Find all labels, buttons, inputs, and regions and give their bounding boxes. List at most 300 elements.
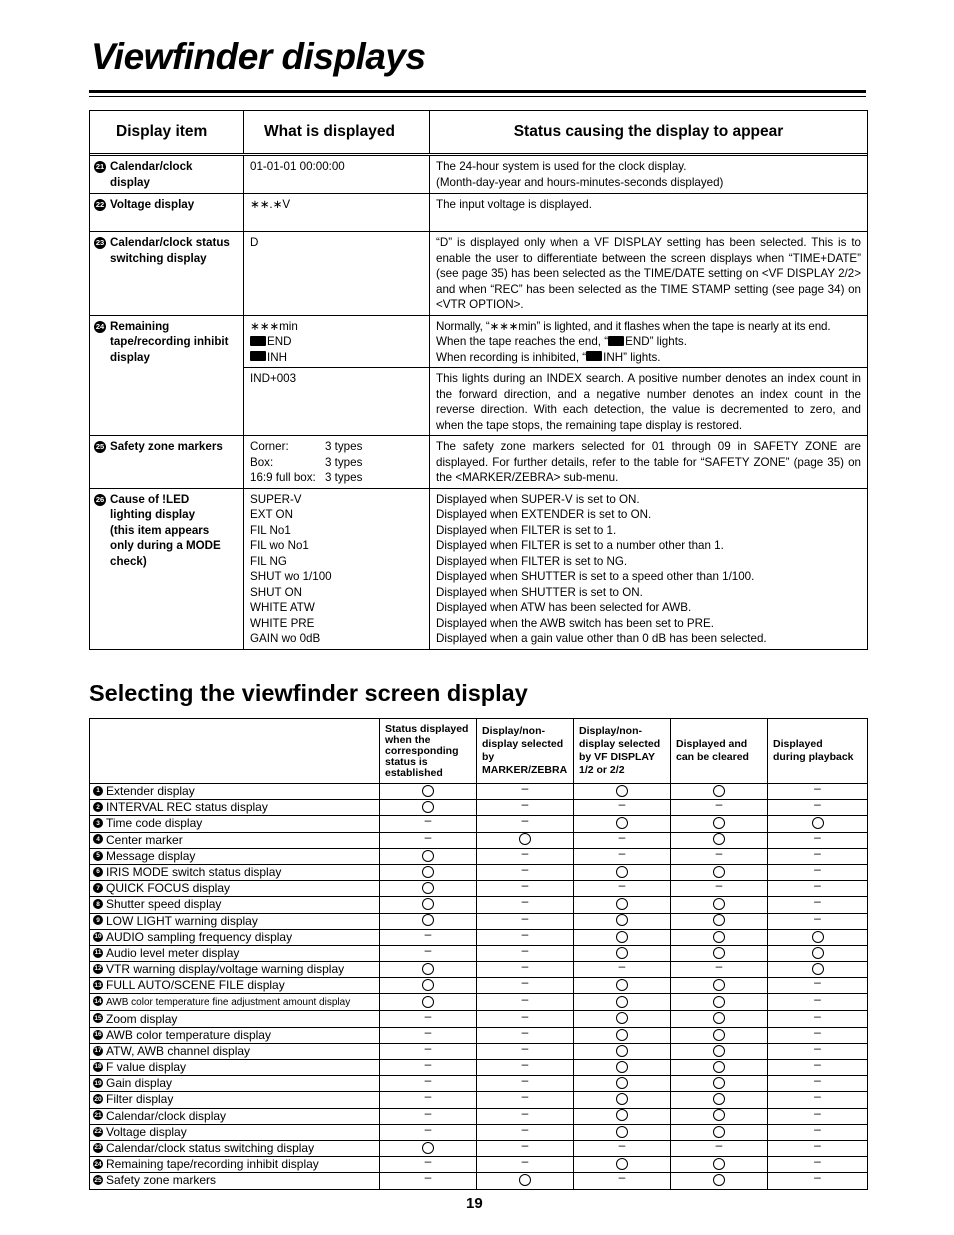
dash-mark-cell — [477, 813, 574, 832]
display-name-cell — [90, 832, 380, 848]
status-line: Normally, “∗∗∗min” is lighted, and it flashes when the tape is nearly at its end. — [436, 319, 831, 333]
circle-mark-icon — [616, 979, 628, 991]
dash-mark-icon: – — [521, 781, 529, 796]
circle-mark-icon — [616, 1012, 628, 1024]
dash-mark-icon: – — [715, 845, 723, 860]
circle-mark-icon — [616, 785, 628, 797]
display-name: FULL AUTO/SCENE FILE display — [106, 978, 285, 993]
display-item — [90, 315, 244, 436]
display-name-cell — [90, 1108, 380, 1124]
status-fragment: END” lights. — [625, 335, 687, 348]
circle-mark-cell — [671, 1011, 768, 1027]
display-name: IRIS MODE switch status display — [106, 865, 282, 880]
dash-mark-cell — [768, 797, 868, 816]
number-badge: 11 — [94, 949, 102, 957]
display-name-cell — [90, 1157, 380, 1173]
dash-mark-icon: – — [424, 1170, 432, 1185]
safety-zone-line — [250, 439, 423, 455]
circle-mark-icon — [422, 866, 434, 878]
table-row — [90, 1157, 868, 1173]
circle-mark-icon — [713, 979, 725, 991]
circle-mark-icon — [713, 1158, 725, 1170]
table-row — [90, 962, 868, 978]
item-label: Calendar/clock display — [110, 160, 193, 189]
number-badge: 24 — [94, 1160, 102, 1168]
circle-mark-icon — [713, 817, 725, 829]
dash-mark-cell — [380, 942, 477, 961]
led-indicator-label: GAIN wo 0dB — [250, 632, 321, 645]
circle-mark-cell — [380, 897, 477, 913]
circle-mark-icon — [616, 1126, 628, 1138]
display-item — [90, 156, 244, 194]
table-row — [90, 1043, 868, 1059]
dash-mark-icon: – — [521, 878, 529, 893]
dash-mark-icon: – — [521, 845, 529, 860]
table-row — [90, 800, 868, 816]
led-indicator-label: FIL NG — [250, 554, 287, 568]
circle-mark-icon — [713, 833, 725, 845]
circle-mark-cell — [574, 897, 671, 913]
circle-mark-cell — [574, 1043, 671, 1059]
sz-value: 3 types — [325, 471, 363, 484]
display-name: Audio level meter display — [106, 945, 240, 960]
table-row — [90, 156, 868, 194]
dash-mark-icon: – — [715, 878, 723, 893]
dash-mark-icon: – — [814, 894, 821, 909]
number-badge: 3 — [93, 818, 103, 828]
status-text: “D” is displayed only when a VF DISPLAY setting has been selected. This is to enable the user to differentiate between the screen displays when “TIME+DATE” (see page 35) has been selected as the TIME/DATE setting on <VF DISPLAY 2/2> and when “REC” has been selected as the TIME STAMP setting (see page 34) on <VTR OPTION>. — [430, 232, 868, 316]
circle-mark-cell — [574, 1011, 671, 1027]
circle-mark-icon — [812, 817, 824, 829]
dash-mark-icon: – — [521, 926, 529, 941]
circle-mark-icon — [713, 1109, 725, 1121]
shown-line — [250, 334, 423, 350]
shown-value — [244, 436, 430, 489]
display-name-cell — [90, 929, 380, 945]
circle-mark-icon — [616, 947, 628, 959]
dash-mark-cell — [671, 797, 768, 816]
dash-mark-cell — [380, 1121, 477, 1140]
table-row — [90, 994, 868, 1011]
dash-mark-icon: – — [715, 1138, 723, 1153]
header-text: Displayed and can be cleared — [676, 738, 749, 763]
circle-mark-icon — [713, 1077, 725, 1089]
led-status-line: Displayed when FILTER is set to 1. — [436, 523, 617, 537]
dash-mark-icon: – — [424, 1057, 432, 1072]
header-status-established — [380, 719, 477, 784]
viewfinder-displays-table — [89, 110, 868, 650]
dash-mark-cell — [768, 910, 868, 929]
item-label: Cause of !LED lighting display (this item appears only during a MODE check) — [110, 492, 221, 568]
dash-mark-icon: – — [521, 1121, 529, 1136]
dash-mark-icon: – — [424, 942, 432, 957]
dash-mark-icon: – — [424, 1073, 432, 1088]
shown-line-text: END — [267, 335, 292, 348]
circle-mark-icon — [616, 866, 628, 878]
dash-mark-icon: – — [521, 1154, 529, 1169]
dash-mark-icon: – — [814, 845, 821, 860]
dash-mark-icon: – — [715, 959, 723, 974]
display-name-cell — [90, 1011, 380, 1027]
dash-mark-icon: – — [814, 797, 821, 812]
circle-mark-cell — [671, 978, 768, 994]
dash-mark-icon: – — [814, 1073, 821, 1088]
tape-icon — [250, 351, 266, 361]
circle-mark-cell — [671, 897, 768, 913]
circle-mark-cell — [671, 816, 768, 832]
dash-mark-cell — [671, 959, 768, 978]
circle-mark-cell — [671, 1043, 768, 1059]
page-title: Viewfinder displays — [91, 36, 426, 77]
table-row — [90, 1060, 868, 1076]
table-row — [90, 848, 868, 864]
display-name-cell — [90, 913, 380, 929]
shown-line: ∗∗∗min — [250, 319, 298, 333]
status-fragment: INH” lights. — [603, 350, 661, 364]
table-row — [90, 1092, 868, 1108]
dash-mark-icon: – — [424, 1008, 432, 1023]
display-name-cell — [90, 848, 380, 864]
tape-icon — [250, 336, 266, 346]
dash-mark-icon: – — [618, 1170, 626, 1185]
display-name-cell — [90, 1076, 380, 1092]
circle-mark-icon — [713, 931, 725, 943]
display-item — [90, 232, 244, 316]
number-badge: 25 — [95, 442, 105, 452]
number-badge: 21 — [95, 162, 105, 172]
table-row — [90, 978, 868, 994]
dash-mark-icon: – — [521, 1008, 529, 1023]
number-badge: 20 — [94, 1095, 102, 1103]
display-name: Shutter speed display — [106, 897, 222, 912]
dash-mark-icon: – — [814, 1008, 821, 1023]
dash-mark-cell — [380, 1170, 477, 1189]
shown-value — [244, 315, 430, 368]
dash-mark-icon: – — [521, 1105, 529, 1120]
table-row — [90, 1124, 868, 1140]
dash-mark-icon: – — [424, 1024, 432, 1039]
dash-mark-icon: – — [424, 1040, 432, 1055]
display-name: Message display — [106, 848, 196, 863]
circle-mark-icon — [616, 1077, 628, 1089]
circle-mark-icon — [812, 947, 824, 959]
tape-icon — [586, 351, 602, 361]
dash-mark-icon: – — [521, 1138, 529, 1153]
dash-mark-icon: – — [618, 959, 626, 974]
number-badge: 10 — [94, 933, 102, 941]
dash-mark-icon: – — [521, 1024, 529, 1039]
circle-mark-icon — [422, 914, 434, 926]
dash-mark-icon: – — [618, 878, 626, 893]
status-text: The input voltage is displayed. — [430, 194, 868, 232]
table-row — [90, 929, 868, 945]
dash-mark-icon: – — [814, 862, 821, 877]
screen-display-selection-table — [89, 718, 868, 1190]
dash-mark-icon: – — [618, 829, 626, 844]
led-status-line: Displayed when SHUTTER is set to a speed other than 1/100. — [436, 570, 755, 583]
display-name-cell — [90, 864, 380, 880]
display-name-cell — [90, 1060, 380, 1076]
table-row — [90, 832, 868, 848]
circle-mark-icon — [616, 817, 628, 829]
display-name: AUDIO sampling frequency display — [106, 929, 293, 944]
shown-line — [250, 350, 423, 366]
dash-mark-icon: – — [814, 991, 821, 1006]
circle-mark-icon — [713, 866, 725, 878]
led-indicator-label: WHITE ATW — [250, 601, 315, 614]
led-status-line: Displayed when the AWB switch has been set to PRE. — [436, 616, 714, 630]
dash-mark-icon: – — [424, 1154, 432, 1169]
status-text: This lights during an INDEX search. A positive number denotes an index count in the forward direction, and a negative number denotes an index count in the reverse direction. With each detection, the value is decremented to zero, and when the tape stops, the remaining tape display is restored. — [430, 368, 868, 436]
dash-mark-icon: – — [521, 975, 529, 990]
header-text: Display/non- display selected by VF DISPLAY 1/2 or 2/2 — [579, 725, 661, 776]
display-name: Zoom display — [106, 1011, 178, 1026]
table-row — [90, 232, 868, 316]
dash-mark-icon: – — [814, 1154, 821, 1169]
circle-mark-icon — [713, 1093, 725, 1105]
header-during-playback — [768, 719, 868, 784]
display-name: AWB color temperature fine adjustment amount display — [106, 997, 351, 1009]
display-name-cell — [90, 1092, 380, 1108]
circle-mark-cell — [671, 1108, 768, 1124]
number-badge: 18 — [94, 1063, 102, 1071]
number-badge: 23 — [94, 1144, 102, 1152]
number-badge: 25 — [94, 1176, 102, 1184]
number-badge: 19 — [94, 1079, 102, 1087]
led-indicator-label: FIL wo No1 — [250, 539, 309, 552]
display-name: F value display — [106, 1060, 187, 1075]
circle-mark-icon — [422, 801, 434, 813]
led-status-line: Displayed when SHUTTER is set to ON. — [436, 585, 643, 599]
dash-mark-icon: – — [814, 1089, 821, 1104]
dash-mark-icon: – — [814, 1105, 821, 1120]
table-row — [90, 1011, 868, 1027]
circle-mark-cell — [380, 881, 477, 897]
circle-mark-icon — [616, 1109, 628, 1121]
item-label: Calendar/clock status switching display — [110, 236, 230, 265]
circle-mark-cell — [380, 848, 477, 864]
circle-mark-cell — [671, 1157, 768, 1173]
number-badge: 16 — [94, 1031, 102, 1039]
number-badge: 22 — [94, 1128, 102, 1136]
circle-mark-cell — [671, 929, 768, 945]
circle-mark-icon — [713, 898, 725, 910]
shown-value: ∗∗.∗V — [244, 194, 430, 232]
dash-mark-icon: – — [521, 1089, 529, 1104]
circle-mark-icon — [422, 898, 434, 910]
dash-mark-cell — [671, 878, 768, 897]
dash-mark-cell — [671, 845, 768, 864]
display-name-cell — [90, 816, 380, 832]
circle-mark-cell — [574, 1108, 671, 1124]
circle-mark-icon — [519, 833, 531, 845]
circle-mark-cell — [574, 929, 671, 945]
dash-mark-icon: – — [521, 991, 529, 1006]
circle-mark-icon — [616, 898, 628, 910]
number-badge: 5 — [93, 851, 103, 861]
number-badge: 23 — [95, 238, 105, 248]
display-name-cell — [90, 1043, 380, 1059]
dash-mark-icon: – — [814, 878, 821, 893]
display-name-cell — [90, 784, 380, 800]
dash-mark-icon: – — [814, 1024, 821, 1039]
display-name-cell — [90, 881, 380, 897]
led-indicator-label: FIL No1 — [250, 523, 291, 537]
dash-mark-cell — [477, 1154, 574, 1173]
number-badge: 1 — [93, 786, 103, 796]
dash-mark-icon: – — [814, 975, 821, 990]
circle-mark-icon — [713, 1174, 725, 1186]
safety-zone-line — [250, 470, 423, 486]
display-name-cell — [90, 1173, 380, 1189]
circle-mark-icon — [616, 1093, 628, 1105]
sz-label: 16:9 full box: — [250, 471, 316, 484]
display-name-cell — [90, 1027, 380, 1043]
shown-line-text: INH — [267, 350, 287, 364]
dash-mark-cell — [574, 797, 671, 816]
circle-mark-icon — [713, 1012, 725, 1024]
number-badge: 9 — [93, 915, 103, 925]
title-rule-thin — [89, 96, 866, 97]
display-name: Voltage display — [106, 1124, 187, 1139]
dash-mark-cell — [574, 959, 671, 978]
circle-mark-icon — [422, 785, 434, 797]
dash-mark-icon: – — [521, 910, 529, 925]
dash-mark-icon: – — [618, 797, 626, 812]
circle-mark-icon — [713, 1126, 725, 1138]
circle-mark-cell — [574, 1076, 671, 1092]
table-row — [90, 1027, 868, 1043]
circle-mark-cell — [671, 1027, 768, 1043]
circle-mark-cell — [671, 1173, 768, 1189]
circle-mark-icon — [812, 931, 824, 943]
dash-mark-icon: – — [424, 926, 432, 941]
circle-mark-icon — [616, 996, 628, 1008]
circle-mark-icon — [616, 1045, 628, 1057]
circle-mark-cell — [671, 1060, 768, 1076]
header-display-item: Display item — [90, 111, 244, 154]
number-badge: 6 — [93, 867, 103, 877]
dash-mark-icon: – — [618, 1138, 626, 1153]
dash-mark-icon: – — [618, 845, 626, 860]
dash-mark-icon: – — [424, 1089, 432, 1104]
dash-mark-icon: – — [424, 1105, 432, 1120]
dash-mark-icon: – — [521, 1073, 529, 1088]
led-indicator-label: SHUT ON — [250, 585, 302, 599]
circle-mark-icon — [713, 914, 725, 926]
status-text — [430, 156, 868, 194]
led-status-line: Displayed when ATW has been selected for AWB. — [436, 601, 692, 614]
circle-mark-cell — [574, 1060, 671, 1076]
circle-mark-icon — [616, 1158, 628, 1170]
dash-mark-icon: – — [521, 813, 529, 828]
header-can-be-cleared — [671, 719, 768, 784]
display-name: Extender display — [106, 784, 195, 799]
circle-mark-cell — [768, 945, 868, 961]
circle-mark-icon — [713, 1061, 725, 1073]
dash-mark-icon: – — [814, 1138, 821, 1153]
led-indicator-label: EXT ON — [250, 508, 293, 521]
table-row — [90, 881, 868, 897]
dash-mark-icon: – — [521, 942, 529, 957]
shown-value: D — [244, 232, 430, 316]
table-row — [90, 897, 868, 913]
display-name: AWB color temperature display — [106, 1027, 271, 1042]
shown-value — [244, 488, 430, 649]
dash-mark-icon: – — [814, 781, 821, 796]
header-vf-display — [574, 719, 671, 784]
circle-mark-cell — [380, 962, 477, 978]
dash-mark-cell — [574, 878, 671, 897]
circle-mark-cell — [671, 1092, 768, 1108]
number-badge: 17 — [94, 1047, 102, 1055]
circle-mark-icon — [713, 996, 725, 1008]
dash-mark-icon: – — [814, 829, 821, 844]
display-name-cell — [90, 1124, 380, 1140]
page-number: 19 — [466, 1195, 483, 1212]
display-name-cell — [90, 945, 380, 961]
sz-label: Corner: — [250, 440, 289, 453]
status-text-content: The 24-hour system is used for the clock display. (Month-day-year and hours-minutes-seconds displayed) — [436, 160, 724, 189]
dash-mark-cell — [671, 1140, 768, 1156]
table-row — [90, 864, 868, 880]
circle-mark-icon — [616, 1061, 628, 1073]
circle-mark-icon — [422, 979, 434, 991]
dash-mark-cell — [574, 1140, 671, 1156]
tape-icon — [608, 336, 624, 346]
circle-mark-cell — [477, 1173, 574, 1189]
display-name: Calendar/clock status switching display — [106, 1141, 315, 1156]
circle-mark-cell — [380, 864, 477, 880]
title-rule — [89, 90, 866, 93]
circle-mark-cell — [574, 994, 671, 1011]
header-status: Status causing the display to appear — [430, 111, 868, 154]
item-label: Voltage display — [110, 198, 195, 211]
display-name: Center marker — [106, 832, 183, 847]
dash-mark-icon: – — [521, 797, 529, 812]
status-line — [436, 350, 861, 366]
circle-mark-cell — [574, 1027, 671, 1043]
led-status-line: Displayed when FILTER is set to NG. — [436, 554, 628, 568]
circle-mark-cell — [380, 978, 477, 994]
sz-value: 3 types — [325, 440, 363, 453]
led-indicator-label: WHITE PRE — [250, 616, 315, 630]
table-row — [90, 816, 868, 832]
number-badge: 7 — [93, 883, 103, 893]
display-name: Filter display — [106, 1092, 174, 1107]
header-text: Displayed during playback — [773, 738, 854, 763]
number-badge: 14 — [94, 997, 102, 1005]
circle-mark-icon — [713, 785, 725, 797]
number-badge: 4 — [93, 834, 103, 844]
circle-mark-icon — [422, 882, 434, 894]
display-name: Remaining tape/recording inhibit display — [106, 1157, 319, 1172]
dash-mark-icon: – — [814, 1121, 821, 1136]
display-name: INTERVAL REC status display — [106, 800, 268, 815]
dash-mark-icon: – — [814, 910, 821, 925]
dash-mark-icon: – — [814, 1170, 821, 1185]
circle-mark-cell — [574, 913, 671, 929]
number-badge: 12 — [94, 965, 102, 973]
dash-mark-cell — [574, 845, 671, 864]
circle-mark-cell — [574, 978, 671, 994]
circle-mark-cell — [671, 1076, 768, 1092]
circle-mark-icon — [519, 1174, 531, 1186]
dash-mark-icon: – — [814, 1057, 821, 1072]
table-row — [90, 1108, 868, 1124]
table-row — [90, 488, 868, 649]
dash-mark-icon: – — [521, 894, 529, 909]
